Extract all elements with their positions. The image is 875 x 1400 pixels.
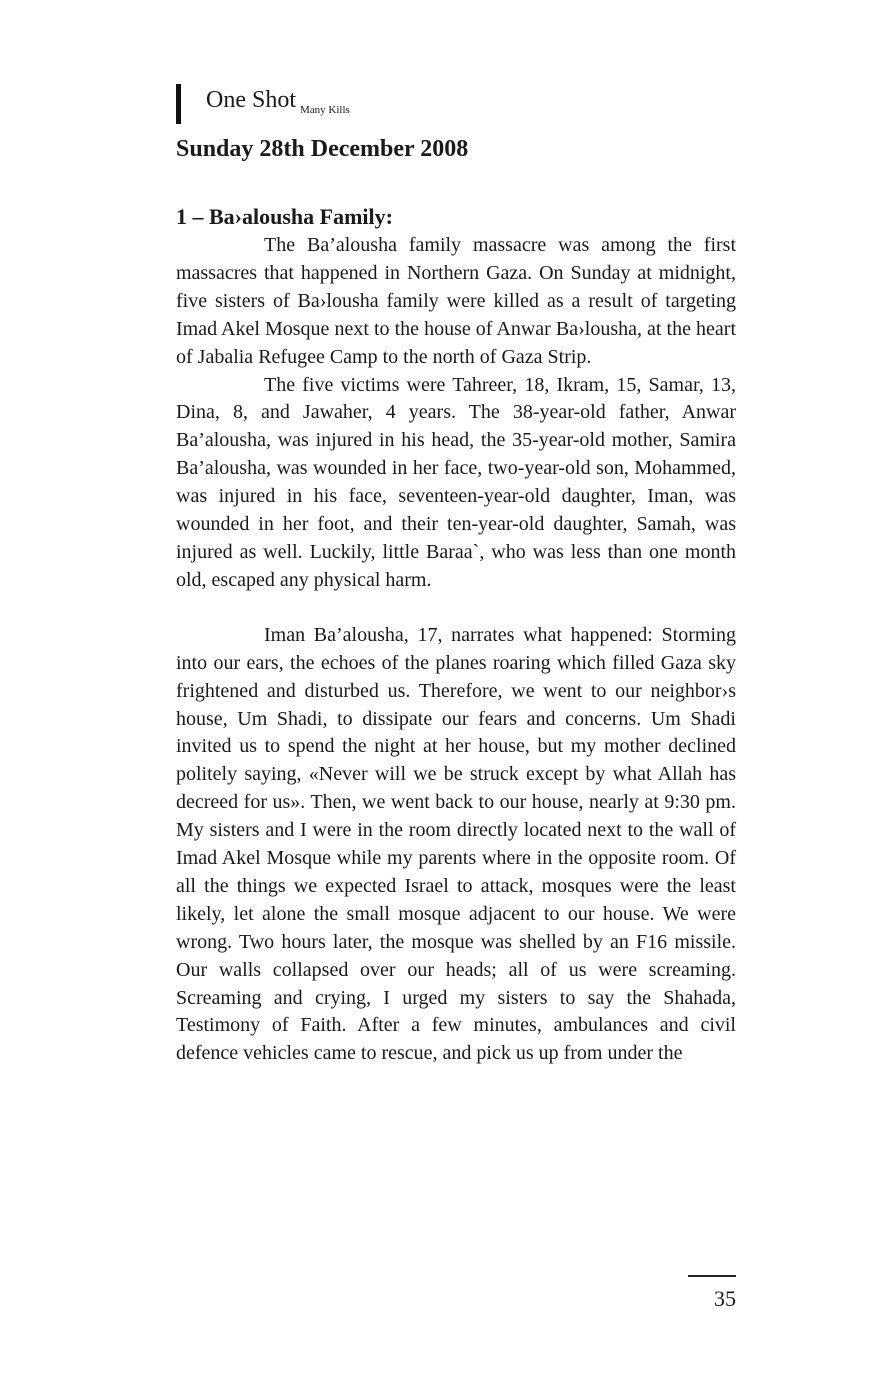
paragraph: The Ba’alousha family massacre was among the first massacres that happened in Northern Gaza. On Sunday at midnight, five sisters of Ba›lousha family were killed as a result of targeting Imad Akel Mosque next to the house of Anwar Ba›lousha, at the heart of Jabalia Refugee Camp to the north of Gaza Strip. <box>176 234 736 368</box>
paragraph: Iman Ba’alousha, 17, narrates what happened: Storming into our ears, the echoes of the planes roaring which filled Gaza sky frightened and disturbed us. Therefore, we went to our neighbor›s house, Um Shadi, to dissipate our fears and concerns. Um Shadi invited us to spend the night at her house, but my mother declined politely saying, «Never will we be struck except by what Allah has decreed for us». Then, we went back to our house, nearly at 9:30 pm. My sisters and I were in the room directly located next to the wall of Imad Akel Mosque while my parents where in the opposite room. Of all the things we expected Israel to attack, mosques were the least likely, let alone the small mosque adjacent to our house. We were wrong. Two hours later, the mosque was shelled by an F16 missile. Our walls collapsed over our heads; all of us were screaming. Screaming and crying, I urged my sisters to say the Shahada, Testimony of Faith. After a few minutes, ambulances and civil defence vehicles came to rescue, and pick us up from under the <box>176 623 736 1065</box>
book-subtitle: Many Kills <box>300 104 350 116</box>
header-bar <box>176 84 181 124</box>
date-heading: Sunday 28th December 2008 <box>176 136 469 162</box>
book-title <box>206 87 350 116</box>
page-number-rule <box>688 1275 736 1277</box>
section-heading: 1 – Ba›alousha Family: <box>176 204 393 229</box>
running-head <box>176 80 350 122</box>
page-number: 35 <box>714 1286 736 1311</box>
body-text <box>176 232 736 1068</box>
book-title-text: One Shot <box>206 87 296 113</box>
paragraph: The five victims were Tahreer, 18, Ikram, 15, Samar, 13, Dina, 8, and Jawaher, 4 years. The 38-year-old father, Anwar Ba’alousha, was injured in his head, the 35-year-old mother, Samira Ba’alousha, was wounded in her face, two-year-old son, Mohammed, was injured in his face, seventeen-year-old daughter, Iman, was wounded in her foot, and their ten-year-old daughter, Samah, was injured as well. Luckily, little Baraa`, who was less than one month old, escaped any physical harm. <box>176 373 736 591</box>
